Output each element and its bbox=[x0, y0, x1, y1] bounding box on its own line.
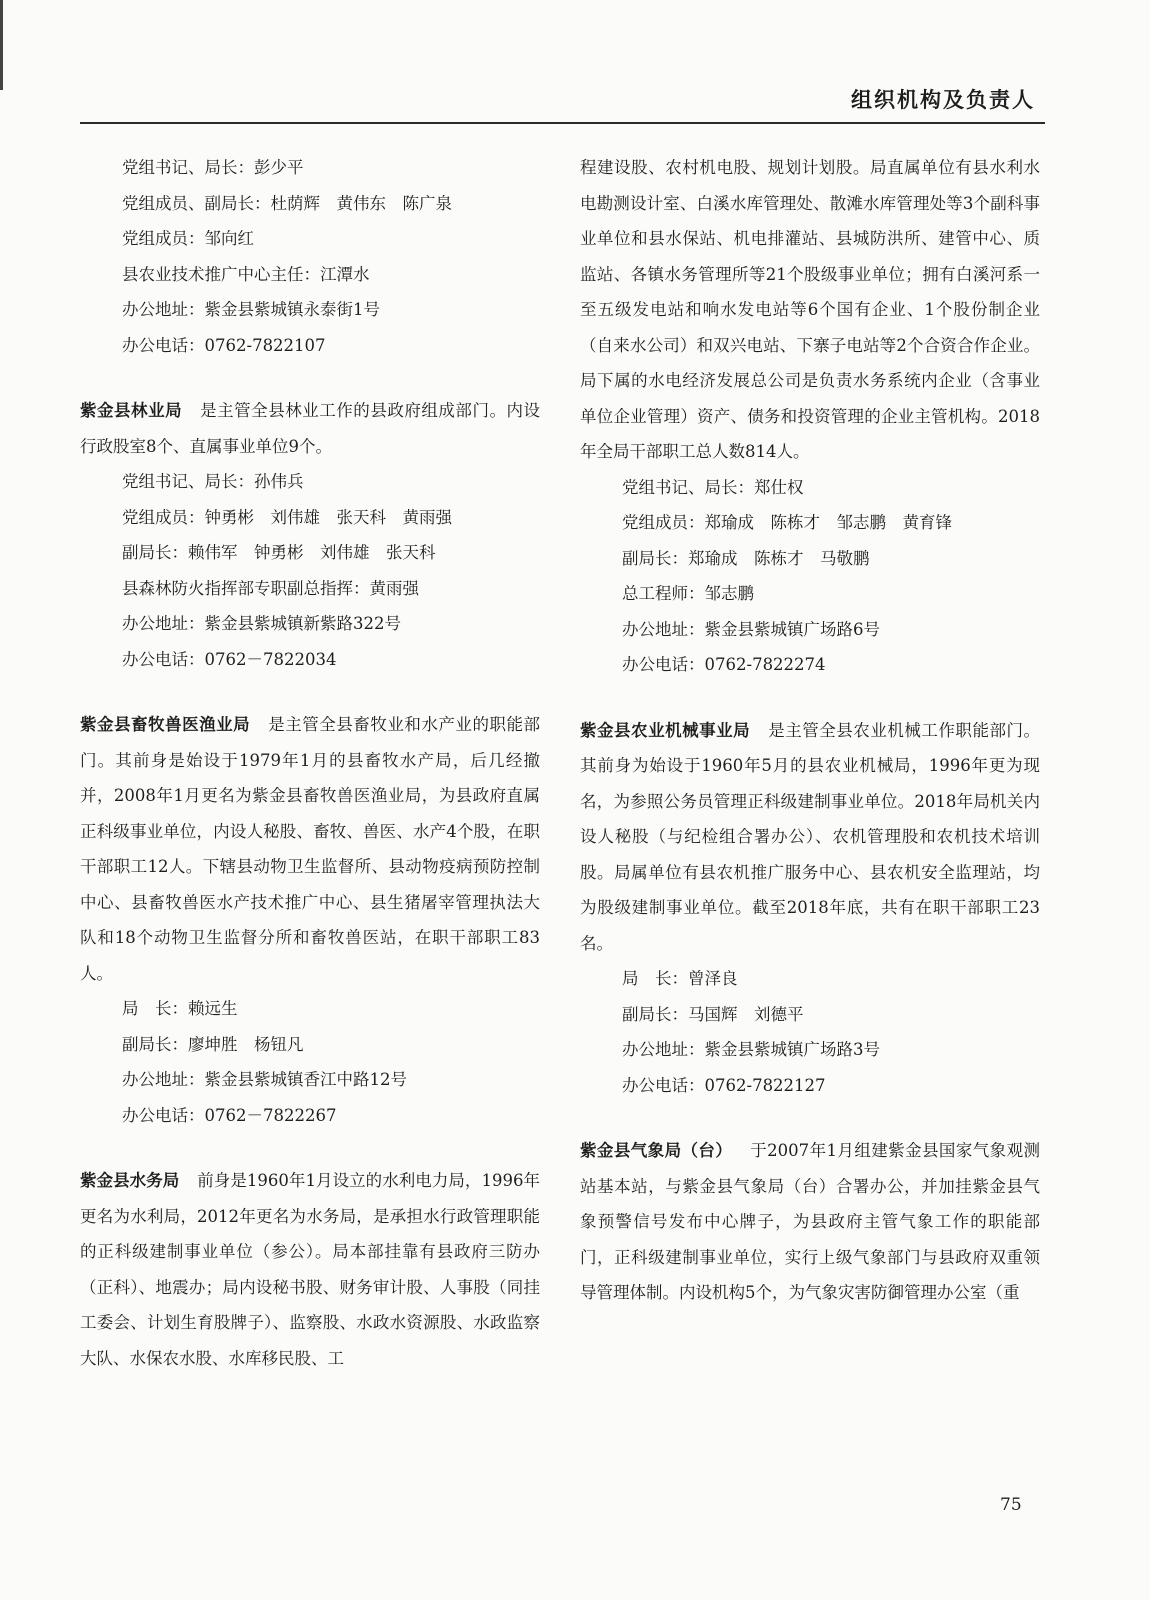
entry-description bbox=[580, 713, 1040, 962]
phone-line: 办公电话：0762-7822127 bbox=[622, 1075, 826, 1095]
address-line: 办公地址：紫金县紫城镇广场路3号 bbox=[622, 1040, 880, 1059]
person-line: 副局长：郑瑜成 陈栋才 马敬鹏 bbox=[622, 548, 870, 568]
section-title: 组织机构及负责人 bbox=[851, 88, 1035, 112]
address-line: 办公地址：紫金县紫城镇新紫路322号 bbox=[122, 614, 401, 633]
page-number: 75 bbox=[1000, 1495, 1022, 1515]
left-column bbox=[80, 150, 540, 1376]
right-column bbox=[580, 150, 1040, 1311]
person-line: 党组成员：郑瑜成 陈栋才 邹志鹏 黄育锋 bbox=[622, 513, 952, 532]
phone-line: 办公电话：0762-7822107 bbox=[122, 335, 326, 355]
address-line: 办公地址：紫金县紫城镇香江中路12号 bbox=[122, 1070, 407, 1089]
phone-line: 办公电话：0762－7822267 bbox=[122, 1105, 337, 1125]
person-line: 县森林防火指挥部专职副总指挥：黄雨强 bbox=[122, 578, 419, 598]
org-desc: 是主管全县林业工作的县政府组成部门。内设行政股室8个、直属事业单位9个。 bbox=[80, 401, 541, 456]
entry-description bbox=[80, 707, 540, 991]
person-line: 党组书记、局长：彭少平 bbox=[122, 158, 304, 177]
org-name: 紫金县气象局（台） bbox=[580, 1141, 733, 1160]
person-line: 局 长：曾泽良 bbox=[622, 969, 738, 988]
org-name: 紫金县畜牧兽医渔业局 bbox=[80, 715, 251, 734]
org-name: 紫金县水务局 bbox=[80, 1171, 180, 1190]
entry-water-continued bbox=[580, 150, 1040, 683]
person-line: 局 长：赖远生 bbox=[122, 999, 238, 1018]
org-name: 紫金县农业机械事业局 bbox=[580, 720, 751, 740]
person-line: 党组成员：钟勇彬 刘伟雄 张天科 黄雨强 bbox=[122, 507, 452, 527]
entry-weather bbox=[580, 1133, 1040, 1311]
entry-description: 程建设股、农村机电股、规划计划股。局直属单位有县水利水电勘测设计室、白溪水库管理处、散滩水库管理处等3个副科事业单位和县水保站、机电排灌站、县城防洪所、建管中心、质监站、各镇水务管理所等21个股级事业单位；拥有白溪河系一至五级发电站和响水发电站等6个国有企业、1个股份制企业（自来水公司）和双兴电站、下寨子电站等2个合资合作企业。局下属的水电经济发展总公司是负责水务系统内企业（含事业单位企业管理）资产、债务和投资管理的企业主管机构。2018年全局干部职工总人数814人。 bbox=[580, 158, 1040, 461]
phone-line: 办公电话：0762－7822034 bbox=[122, 649, 337, 669]
person-line: 县农业技术推广中心主任：江潭水 bbox=[122, 264, 370, 284]
person-line: 总工程师：邹志鹏 bbox=[622, 584, 754, 603]
person-line: 副局长：马国辉 刘德平 bbox=[622, 1004, 804, 1024]
entry-agri-machinery bbox=[580, 713, 1040, 1104]
entry-water bbox=[80, 1163, 540, 1376]
person-line: 副局长：廖坤胜 杨钮凡 bbox=[122, 1034, 304, 1054]
org-name: 紫金县林业局 bbox=[80, 401, 183, 420]
org-desc: 前身是1960年1月设立的水利电力局，1996年更名为水利局，2012年更名为水务局，是承担水行政管理职能的正科级建制事业单位（参公）。局本部挂靠有县政府三防办（正科）、地震办；局内设秘书股、财务审计股、人事股（同挂工委会、计划生育股牌子）、监察股、水政水资源股、水政监察大队、水保农水股、水库移民股、工 bbox=[80, 1171, 540, 1368]
entry-forestry bbox=[80, 393, 540, 677]
person-line: 党组书记、局长：郑仕权 bbox=[622, 477, 804, 497]
entry-description bbox=[580, 1133, 1040, 1311]
org-desc: 于2007年1月组建紫金县国家气象观测站基本站，与紫金县气象局（台）合署办公，并加挂紫金县气象预警信号发布中心牌子，为县政府主管气象工作的职能部门，正科级建制事业单位，实行上级气象部门与县政府双重领导管理体制。内设机构5个，为气象灾害防御管理办公室（重 bbox=[580, 1141, 1040, 1302]
person-line: 党组书记、局长：孙伟兵 bbox=[122, 472, 304, 491]
entry-description bbox=[80, 1163, 540, 1376]
page-header bbox=[80, 80, 1045, 124]
agri-bureau-tail bbox=[80, 150, 540, 363]
entry-livestock bbox=[80, 707, 540, 1133]
entry-description bbox=[80, 393, 540, 464]
address-line: 办公地址：紫金县紫城镇广场路6号 bbox=[622, 619, 880, 639]
org-desc: 是主管全县农业机械工作职能部门。其前身为始设于1960年5月的县农业机械局，1996年更为现名，为参照公务员管理正科级建制事业单位。2018年局机关内设人秘股（与纪检组合署办公）、农机管理股和农机技术培训股。局属单位有县农机推广服务中心、县农机安全监理站，均为股级建制事业单位。截至2018年底，共有在职干部职工23名。 bbox=[580, 720, 1041, 953]
org-desc: 是主管全县畜牧业和水产业的职能部门。其前身是始设于1979年1月的县畜牧水产局，后几经撤并，2008年1月更名为紫金县畜牧兽医渔业局，为县政府直属正科级事业单位，内设人秘股、畜牧、兽医、水产4个股，在职干部职工12人。下辖县动物卫生监督所、县动物疫病预防控制中心、县畜牧兽医水产技术推广中心、县生猪屠宰管理执法大队和18个动物卫生监督分所和畜牧兽医站，在职干部职工83人。 bbox=[80, 715, 541, 983]
phone-line: 办公电话：0762-7822274 bbox=[622, 655, 826, 674]
person-line: 党组成员、副局长：杜荫辉 黄伟东 陈广泉 bbox=[122, 193, 452, 213]
address-line: 办公地址：紫金县紫城镇永泰街1号 bbox=[122, 300, 380, 319]
person-line: 党组成员：邹向红 bbox=[122, 229, 254, 248]
person-line: 副局长：赖伟军 钟勇彬 刘伟雄 张天科 bbox=[122, 543, 436, 562]
scan-edge-mark bbox=[0, 0, 3, 90]
